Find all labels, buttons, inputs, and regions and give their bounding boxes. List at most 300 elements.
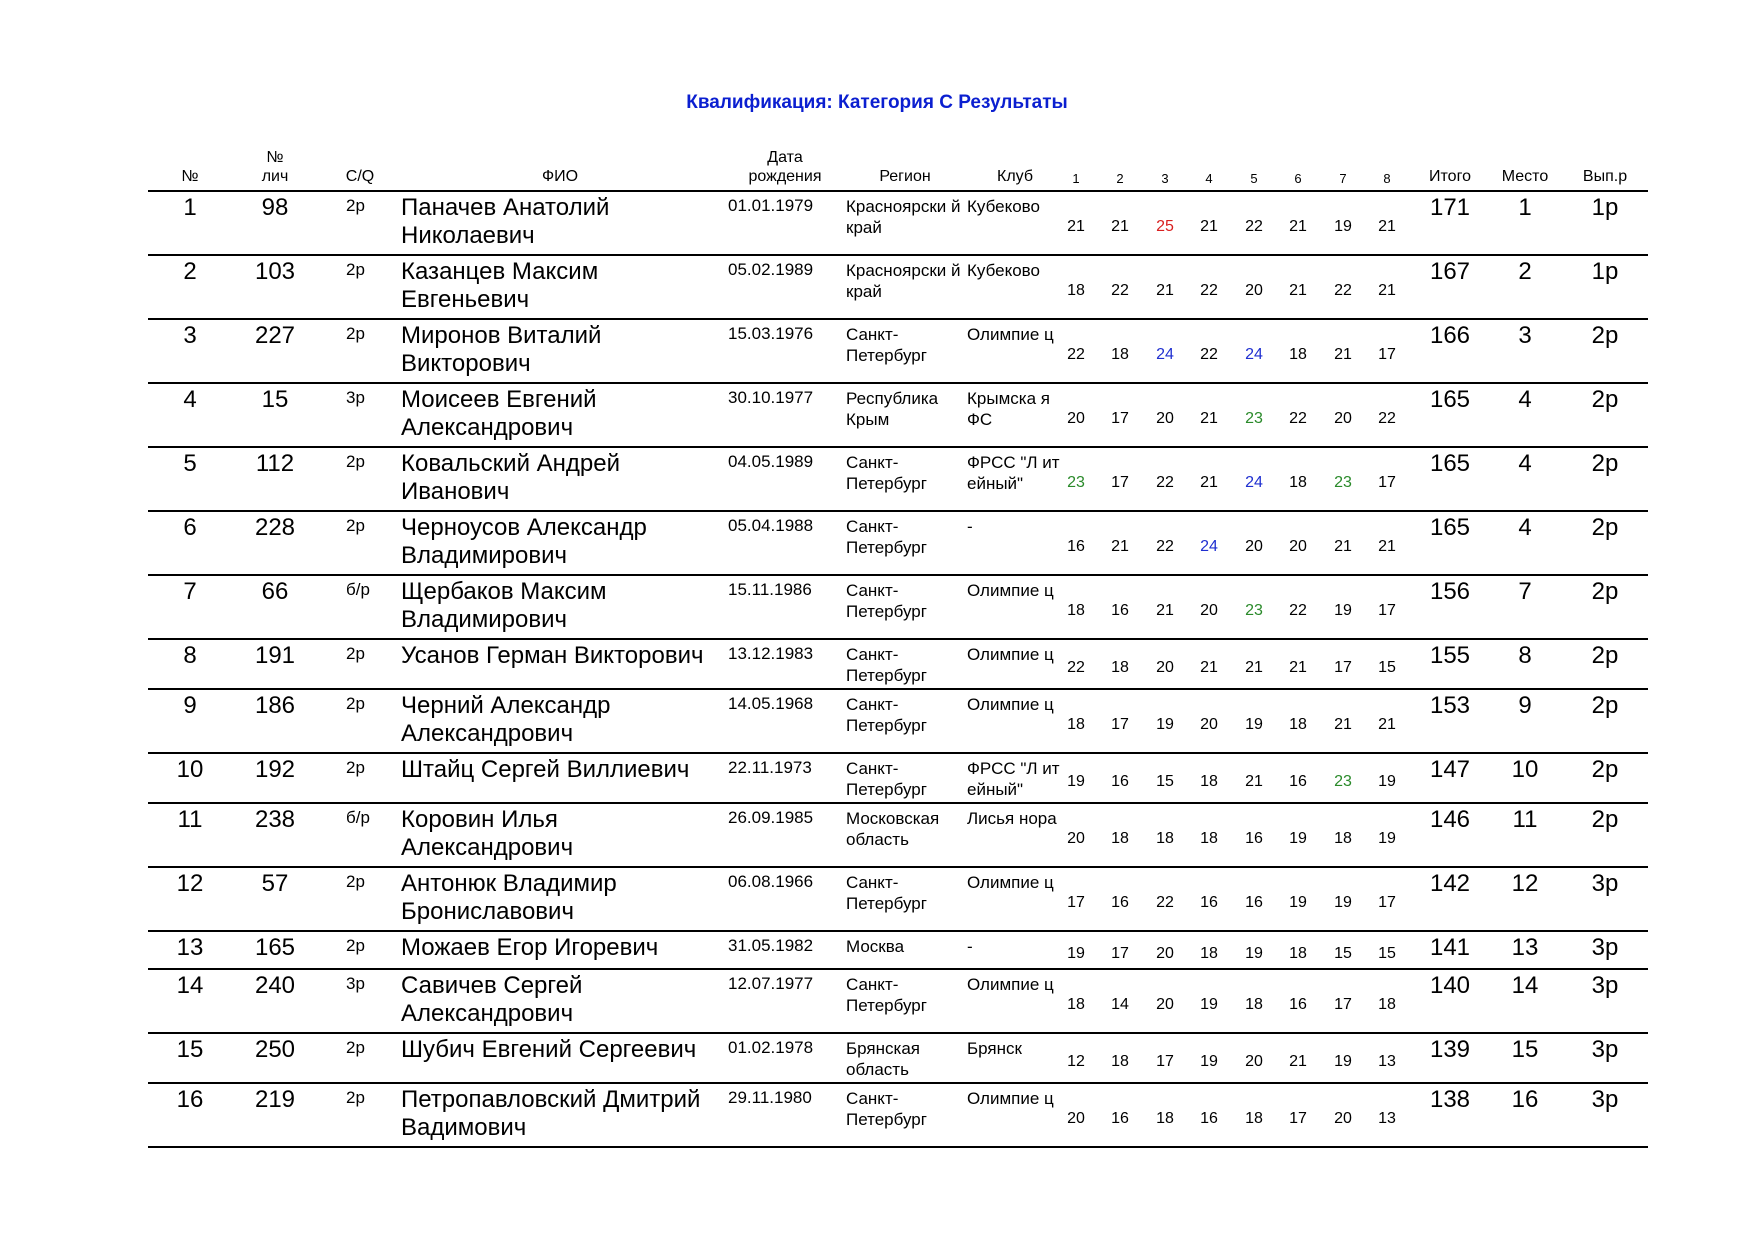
cell-score-7: 19 — [1334, 1053, 1352, 1070]
cell-score-6: 20 — [1289, 538, 1307, 555]
cell-score-2: 17 — [1111, 410, 1129, 427]
cell-score-3: 20 — [1156, 410, 1174, 427]
cell-score-8: 21 — [1378, 218, 1396, 235]
cell-date: 04.05.1989 — [728, 452, 814, 471]
cell-lic: 227 — [254, 322, 296, 349]
header-lic-bottom: лич — [261, 168, 289, 185]
cell-lic: 98 — [261, 194, 289, 221]
row-divider — [148, 968, 1648, 970]
cell-total: 147 — [1429, 756, 1471, 783]
cell-score-4: 21 — [1200, 410, 1218, 427]
cell-date: 26.09.1985 — [728, 808, 814, 827]
header-divider — [148, 190, 1648, 192]
cell-region: Санкт- Петербург — [846, 873, 927, 913]
header-region: Регион — [879, 168, 931, 185]
row-divider — [148, 752, 1648, 754]
cell-total: 140 — [1429, 972, 1471, 999]
cell-result: 2р — [1591, 806, 1619, 833]
cell-score-4: 16 — [1200, 1110, 1218, 1127]
cell-score-2: 18 — [1111, 659, 1129, 676]
cell-result: 1р — [1591, 258, 1619, 285]
cell-score-8: 15 — [1378, 945, 1396, 962]
cell-num: 4 — [183, 386, 197, 413]
cell-score-7: 21 — [1334, 346, 1352, 363]
cell-num: 10 — [176, 756, 204, 783]
cell-region: Санкт- Петербург — [846, 325, 927, 365]
row-divider — [148, 254, 1648, 256]
cell-date: 05.04.1988 — [728, 516, 814, 535]
cell-score-6: 19 — [1289, 830, 1307, 847]
row-divider — [148, 930, 1648, 932]
cell-score-6: 18 — [1289, 474, 1307, 491]
cell-score-5: 20 — [1245, 538, 1263, 555]
cell-total: 165 — [1429, 450, 1471, 477]
cell-score-4: 24 — [1200, 538, 1218, 555]
cell-score-1: 18 — [1067, 996, 1085, 1013]
cell-score-6: 21 — [1289, 218, 1307, 235]
cell-club: Олимпие ц — [967, 873, 1054, 892]
cell-club: ФРСС "Л итейный" — [967, 453, 1060, 493]
cell-score-1: 20 — [1067, 830, 1085, 847]
cell-score-4: 19 — [1200, 996, 1218, 1013]
cell-score-8: 13 — [1378, 1053, 1396, 1070]
cell-score-2: 16 — [1111, 894, 1129, 911]
cell-score-3: 19 — [1156, 716, 1174, 733]
row-divider — [148, 446, 1648, 448]
cell-club: Олимпие ц — [967, 325, 1054, 344]
cell-score-3: 21 — [1156, 282, 1174, 299]
cell-score-2: 22 — [1111, 282, 1129, 299]
cell-club: Кубеково — [967, 261, 1040, 280]
header-score-3: 3 — [1161, 171, 1169, 186]
cell-score-7: 19 — [1334, 894, 1352, 911]
cell-score-2: 21 — [1111, 218, 1129, 235]
cell-score-3: 22 — [1156, 538, 1174, 555]
cell-num: 11 — [177, 806, 203, 833]
cell-score-7: 15 — [1334, 945, 1352, 962]
cell-lic: 250 — [254, 1036, 296, 1063]
cell-club: Олимпие ц — [967, 645, 1054, 664]
page-title: Квалификация: Категория С Результаты — [686, 92, 1068, 113]
cell-fio: Казанцев Максим Евгеньевич — [401, 258, 599, 313]
cell-total: 165 — [1429, 514, 1471, 541]
cell-cq: 2р — [346, 758, 365, 777]
cell-score-7: 19 — [1334, 602, 1352, 619]
cell-score-2: 17 — [1111, 474, 1129, 491]
cell-score-4: 22 — [1200, 346, 1218, 363]
cell-result: 2р — [1591, 578, 1619, 605]
cell-date: 06.08.1966 — [728, 872, 814, 891]
cell-place: 10 — [1511, 756, 1539, 783]
row-divider — [148, 802, 1648, 804]
cell-score-4: 21 — [1200, 218, 1218, 235]
cell-score-3: 20 — [1156, 945, 1174, 962]
cell-score-5: 23 — [1245, 602, 1263, 619]
cell-score-5: 24 — [1245, 474, 1263, 491]
header-score-5: 5 — [1250, 171, 1258, 186]
cell-score-2: 18 — [1111, 1053, 1129, 1070]
cell-lic: 228 — [254, 514, 296, 541]
cell-score-7: 23 — [1334, 773, 1352, 790]
cell-date: 13.12.1983 — [728, 644, 814, 663]
cell-lic: 15 — [261, 386, 289, 413]
row-divider — [148, 866, 1648, 868]
cell-score-6: 21 — [1289, 1053, 1307, 1070]
cell-score-5: 22 — [1245, 218, 1263, 235]
cell-score-7: 22 — [1334, 282, 1352, 299]
header-score-8: 8 — [1383, 171, 1391, 186]
cell-fio: Антонюк Владимир Брониславович — [401, 870, 617, 925]
header-date-top: Дата — [767, 149, 803, 166]
cell-total: 138 — [1429, 1086, 1471, 1113]
cell-lic: 191 — [254, 642, 296, 669]
cell-score-1: 16 — [1067, 538, 1085, 555]
cell-club: Олимпие ц — [967, 1089, 1054, 1108]
cell-score-6: 18 — [1289, 716, 1307, 733]
cell-score-6: 22 — [1289, 602, 1307, 619]
cell-num: 8 — [183, 642, 197, 669]
cell-score-7: 19 — [1334, 218, 1352, 235]
cell-region: Санкт- Петербург — [846, 581, 927, 621]
cell-fio: Ковальский Андрей Иванович — [401, 450, 621, 505]
cell-result: 3р — [1591, 870, 1619, 897]
cell-club: - — [967, 517, 973, 536]
cell-score-5: 19 — [1245, 716, 1263, 733]
cell-score-6: 16 — [1289, 996, 1307, 1013]
cell-score-6: 18 — [1289, 346, 1307, 363]
cell-total: 166 — [1429, 322, 1471, 349]
cell-fio: Шубич Евгений Сергеевич — [401, 1036, 697, 1063]
cell-cq: 2р — [346, 644, 365, 663]
cell-total: 165 — [1429, 386, 1471, 413]
cell-place: 8 — [1518, 642, 1532, 669]
cell-score-8: 21 — [1378, 716, 1396, 733]
cell-score-7: 17 — [1334, 659, 1352, 676]
cell-num: 3 — [183, 322, 197, 349]
cell-date: 22.11.1973 — [728, 758, 812, 777]
cell-num: 7 — [183, 578, 197, 605]
cell-region: Санкт- Петербург — [846, 695, 927, 735]
cell-score-3: 21 — [1156, 602, 1174, 619]
cell-total: 153 — [1429, 692, 1471, 719]
cell-date: 01.01.1979 — [728, 196, 814, 215]
cell-score-8: 17 — [1378, 894, 1396, 911]
cell-date: 14.05.1968 — [728, 694, 814, 713]
cell-score-3: 20 — [1156, 996, 1174, 1013]
cell-score-7: 17 — [1334, 996, 1352, 1013]
cell-score-4: 16 — [1200, 894, 1218, 911]
cell-place: 2 — [1518, 258, 1532, 285]
cell-score-8: 17 — [1378, 346, 1396, 363]
cell-score-2: 18 — [1111, 830, 1129, 847]
row-divider — [148, 382, 1648, 384]
header-fio: ФИО — [541, 168, 579, 185]
cell-score-6: 19 — [1289, 894, 1307, 911]
cell-score-1: 18 — [1067, 602, 1085, 619]
cell-score-8: 17 — [1378, 602, 1396, 619]
cell-cq: б/р — [346, 808, 370, 827]
cell-total: 139 — [1429, 1036, 1471, 1063]
cell-lic: 66 — [261, 578, 289, 605]
cell-score-2: 21 — [1111, 538, 1129, 555]
header-place: Место — [1501, 168, 1549, 185]
cell-date: 12.07.1977 — [728, 974, 814, 993]
header-date-bottom: рождения — [748, 168, 822, 185]
cell-score-7: 20 — [1334, 1110, 1352, 1127]
cell-cq: 3р — [346, 388, 365, 407]
row-divider — [148, 574, 1648, 576]
cell-score-4: 20 — [1200, 602, 1218, 619]
cell-score-8: 13 — [1378, 1110, 1396, 1127]
cell-score-7: 21 — [1334, 716, 1352, 733]
cell-score-6: 21 — [1289, 282, 1307, 299]
cell-result: 2р — [1591, 692, 1619, 719]
header-score-7: 7 — [1339, 171, 1347, 186]
header-lic-top: № — [266, 149, 284, 166]
cell-club: Брянск — [967, 1039, 1022, 1058]
cell-num: 12 — [176, 870, 204, 897]
cell-cq: 2р — [346, 694, 365, 713]
cell-place: 3 — [1518, 322, 1532, 349]
cell-score-8: 18 — [1378, 996, 1396, 1013]
cell-score-5: 20 — [1245, 282, 1263, 299]
cell-cq: 3р — [346, 974, 365, 993]
header-score-1: 1 — [1072, 171, 1080, 186]
cell-score-8: 19 — [1378, 830, 1396, 847]
cell-score-3: 25 — [1156, 218, 1174, 235]
cell-total: 141 — [1429, 934, 1471, 961]
cell-cq: 2р — [346, 260, 365, 279]
cell-region: Красноярски й край — [846, 197, 961, 237]
cell-place: 4 — [1518, 450, 1532, 477]
cell-place: 13 — [1511, 934, 1539, 961]
row-divider — [148, 1082, 1648, 1084]
cell-fio: Штайц Сергей Виллиевич — [401, 756, 690, 783]
cell-result: 2р — [1591, 450, 1619, 477]
cell-score-6: 16 — [1289, 773, 1307, 790]
cell-score-5: 19 — [1245, 945, 1263, 962]
cell-region: Республика Крым — [846, 389, 939, 429]
cell-result: 3р — [1591, 1036, 1619, 1063]
cell-score-4: 18 — [1200, 945, 1218, 962]
cell-lic: 103 — [254, 258, 296, 285]
cell-score-3: 18 — [1156, 830, 1174, 847]
cell-score-1: 18 — [1067, 716, 1085, 733]
cell-score-2: 14 — [1111, 996, 1129, 1013]
cell-total: 142 — [1429, 870, 1471, 897]
cell-fio: Черноусов Александр Владимирович — [401, 514, 647, 569]
cell-club: Олимпие ц — [967, 695, 1054, 714]
cell-total: 146 — [1429, 806, 1471, 833]
cell-score-2: 18 — [1111, 346, 1129, 363]
cell-score-3: 17 — [1156, 1053, 1174, 1070]
cell-total: 156 — [1429, 578, 1471, 605]
cell-score-6: 17 — [1289, 1110, 1307, 1127]
cell-result: 3р — [1591, 972, 1619, 999]
cell-lic: 186 — [254, 692, 296, 719]
cell-score-5: 20 — [1245, 1053, 1263, 1070]
cell-score-1: 22 — [1067, 346, 1085, 363]
cell-region: Московская область — [846, 809, 940, 849]
cell-score-2: 16 — [1111, 1110, 1129, 1127]
row-divider — [148, 1146, 1648, 1148]
header-cq: С/Q — [345, 168, 375, 185]
row-divider — [148, 688, 1648, 690]
cell-score-1: 17 — [1067, 894, 1085, 911]
cell-score-8: 17 — [1378, 474, 1396, 491]
cell-score-8: 22 — [1378, 410, 1396, 427]
cell-num: 16 — [176, 1086, 204, 1113]
cell-result: 1р — [1591, 194, 1619, 221]
header-score-4: 4 — [1205, 171, 1213, 186]
cell-score-3: 15 — [1156, 773, 1174, 790]
cell-cq: 2р — [346, 1038, 365, 1057]
cell-place: 15 — [1511, 1036, 1539, 1063]
cell-region: Брянская область — [846, 1039, 920, 1079]
cell-date: 05.02.1989 — [728, 260, 814, 279]
header-club: Клуб — [997, 168, 1033, 185]
cell-score-4: 19 — [1200, 1053, 1218, 1070]
cell-cq: 2р — [346, 872, 365, 891]
cell-fio: Моисеев Евгений Александрович — [401, 386, 597, 441]
cell-place: 7 — [1518, 578, 1532, 605]
cell-num: 15 — [176, 1036, 204, 1063]
cell-result: 3р — [1591, 934, 1619, 961]
cell-region: Санкт- Петербург — [846, 453, 927, 493]
cell-score-4: 22 — [1200, 282, 1218, 299]
cell-cq: 2р — [346, 516, 365, 535]
header-num: № — [181, 168, 199, 185]
cell-fio: Черний Александр Александрович — [401, 692, 611, 747]
header-score-2: 2 — [1116, 171, 1124, 186]
cell-club: - — [967, 937, 973, 956]
cell-score-4: 20 — [1200, 716, 1218, 733]
cell-club: Крымска я ФС — [967, 389, 1050, 429]
cell-num: 6 — [183, 514, 197, 541]
cell-score-4: 18 — [1200, 830, 1218, 847]
cell-result: 2р — [1591, 322, 1619, 349]
cell-region: Санкт- Петербург — [846, 1089, 927, 1129]
cell-region: Санкт- Петербург — [846, 645, 927, 685]
cell-score-5: 18 — [1245, 996, 1263, 1013]
cell-score-5: 16 — [1245, 894, 1263, 911]
cell-score-1: 12 — [1067, 1053, 1085, 1070]
cell-cq: 2р — [346, 1088, 365, 1107]
cell-num: 1 — [183, 194, 197, 221]
cell-date: 30.10.1977 — [728, 388, 814, 407]
cell-lic: 165 — [254, 934, 296, 961]
cell-score-5: 16 — [1245, 830, 1263, 847]
cell-num: 5 — [183, 450, 197, 477]
cell-region: Санкт- Петербург — [846, 759, 927, 799]
cell-score-1: 18 — [1067, 282, 1085, 299]
cell-region: Красноярски й край — [846, 261, 961, 301]
cell-place: 11 — [1512, 806, 1538, 833]
cell-score-2: 16 — [1111, 773, 1129, 790]
cell-score-1: 20 — [1067, 410, 1085, 427]
cell-total: 167 — [1429, 258, 1471, 285]
cell-num: 9 — [183, 692, 197, 719]
cell-lic: 240 — [254, 972, 296, 999]
cell-date: 15.11.1986 — [728, 580, 812, 599]
cell-club: Кубеково — [967, 197, 1040, 216]
cell-lic: 238 — [254, 806, 296, 833]
cell-fio: Савичев Сергей Александрович — [401, 972, 583, 1027]
cell-score-7: 21 — [1334, 538, 1352, 555]
cell-score-1: 20 — [1067, 1110, 1085, 1127]
cell-score-7: 18 — [1334, 830, 1352, 847]
cell-num: 13 — [176, 934, 204, 961]
cell-score-4: 21 — [1200, 474, 1218, 491]
cell-score-4: 18 — [1200, 773, 1218, 790]
cell-date: 31.05.1982 — [728, 936, 814, 955]
row-divider — [148, 510, 1648, 512]
cell-score-3: 22 — [1156, 474, 1174, 491]
cell-region: Санкт- Петербург — [846, 517, 927, 557]
cell-fio: Петропавловский Дмитрий Вадимович — [401, 1086, 701, 1141]
cell-fio: Щербаков Максим Владимирович — [401, 578, 607, 633]
cell-score-3: 22 — [1156, 894, 1174, 911]
header-score-6: 6 — [1294, 171, 1302, 186]
cell-total: 171 — [1429, 194, 1471, 221]
cell-fio: Миронов Виталий Викторович — [401, 322, 602, 377]
cell-score-4: 21 — [1200, 659, 1218, 676]
cell-date: 15.03.1976 — [728, 324, 814, 343]
cell-score-1: 21 — [1067, 218, 1085, 235]
cell-date: 01.02.1978 — [728, 1038, 814, 1057]
cell-score-8: 15 — [1378, 659, 1396, 676]
row-divider — [148, 638, 1648, 640]
cell-cq: 2р — [346, 324, 365, 343]
cell-score-1: 22 — [1067, 659, 1085, 676]
cell-score-5: 18 — [1245, 1110, 1263, 1127]
cell-score-7: 20 — [1334, 410, 1352, 427]
cell-score-5: 24 — [1245, 346, 1263, 363]
cell-score-5: 21 — [1245, 773, 1263, 790]
cell-num: 14 — [176, 972, 204, 999]
cell-score-1: 19 — [1067, 945, 1085, 962]
cell-place: 9 — [1518, 692, 1532, 719]
cell-score-6: 22 — [1289, 410, 1307, 427]
cell-club: Олимпие ц — [967, 975, 1054, 994]
cell-place: 1 — [1518, 194, 1532, 221]
cell-fio: Можаев Егор Игоревич — [401, 934, 659, 961]
cell-score-1: 23 — [1067, 474, 1085, 491]
cell-score-7: 23 — [1334, 474, 1352, 491]
cell-total: 155 — [1429, 642, 1471, 669]
row-divider — [148, 1032, 1648, 1034]
cell-place: 16 — [1511, 1086, 1539, 1113]
cell-place: 12 — [1511, 870, 1539, 897]
cell-club: Олимпие ц — [967, 581, 1054, 600]
cell-fio: Усанов Герман Викторович — [401, 642, 704, 669]
cell-score-2: 17 — [1111, 716, 1129, 733]
cell-fio: Коровин Илья Александрович — [401, 806, 574, 861]
cell-lic: 192 — [254, 756, 296, 783]
header-total: Итого — [1429, 168, 1471, 185]
cell-score-3: 20 — [1156, 659, 1174, 676]
cell-score-3: 18 — [1156, 1110, 1174, 1127]
cell-result: 3р — [1591, 1086, 1619, 1113]
cell-score-8: 21 — [1378, 282, 1396, 299]
header-result: Вып.р — [1582, 168, 1628, 185]
cell-cq: 2р — [346, 452, 365, 471]
cell-score-5: 23 — [1245, 410, 1263, 427]
cell-result: 2р — [1591, 642, 1619, 669]
cell-lic: 57 — [261, 870, 289, 897]
cell-place: 14 — [1511, 972, 1539, 999]
cell-club: ФРСС "Л итейный" — [967, 759, 1060, 799]
